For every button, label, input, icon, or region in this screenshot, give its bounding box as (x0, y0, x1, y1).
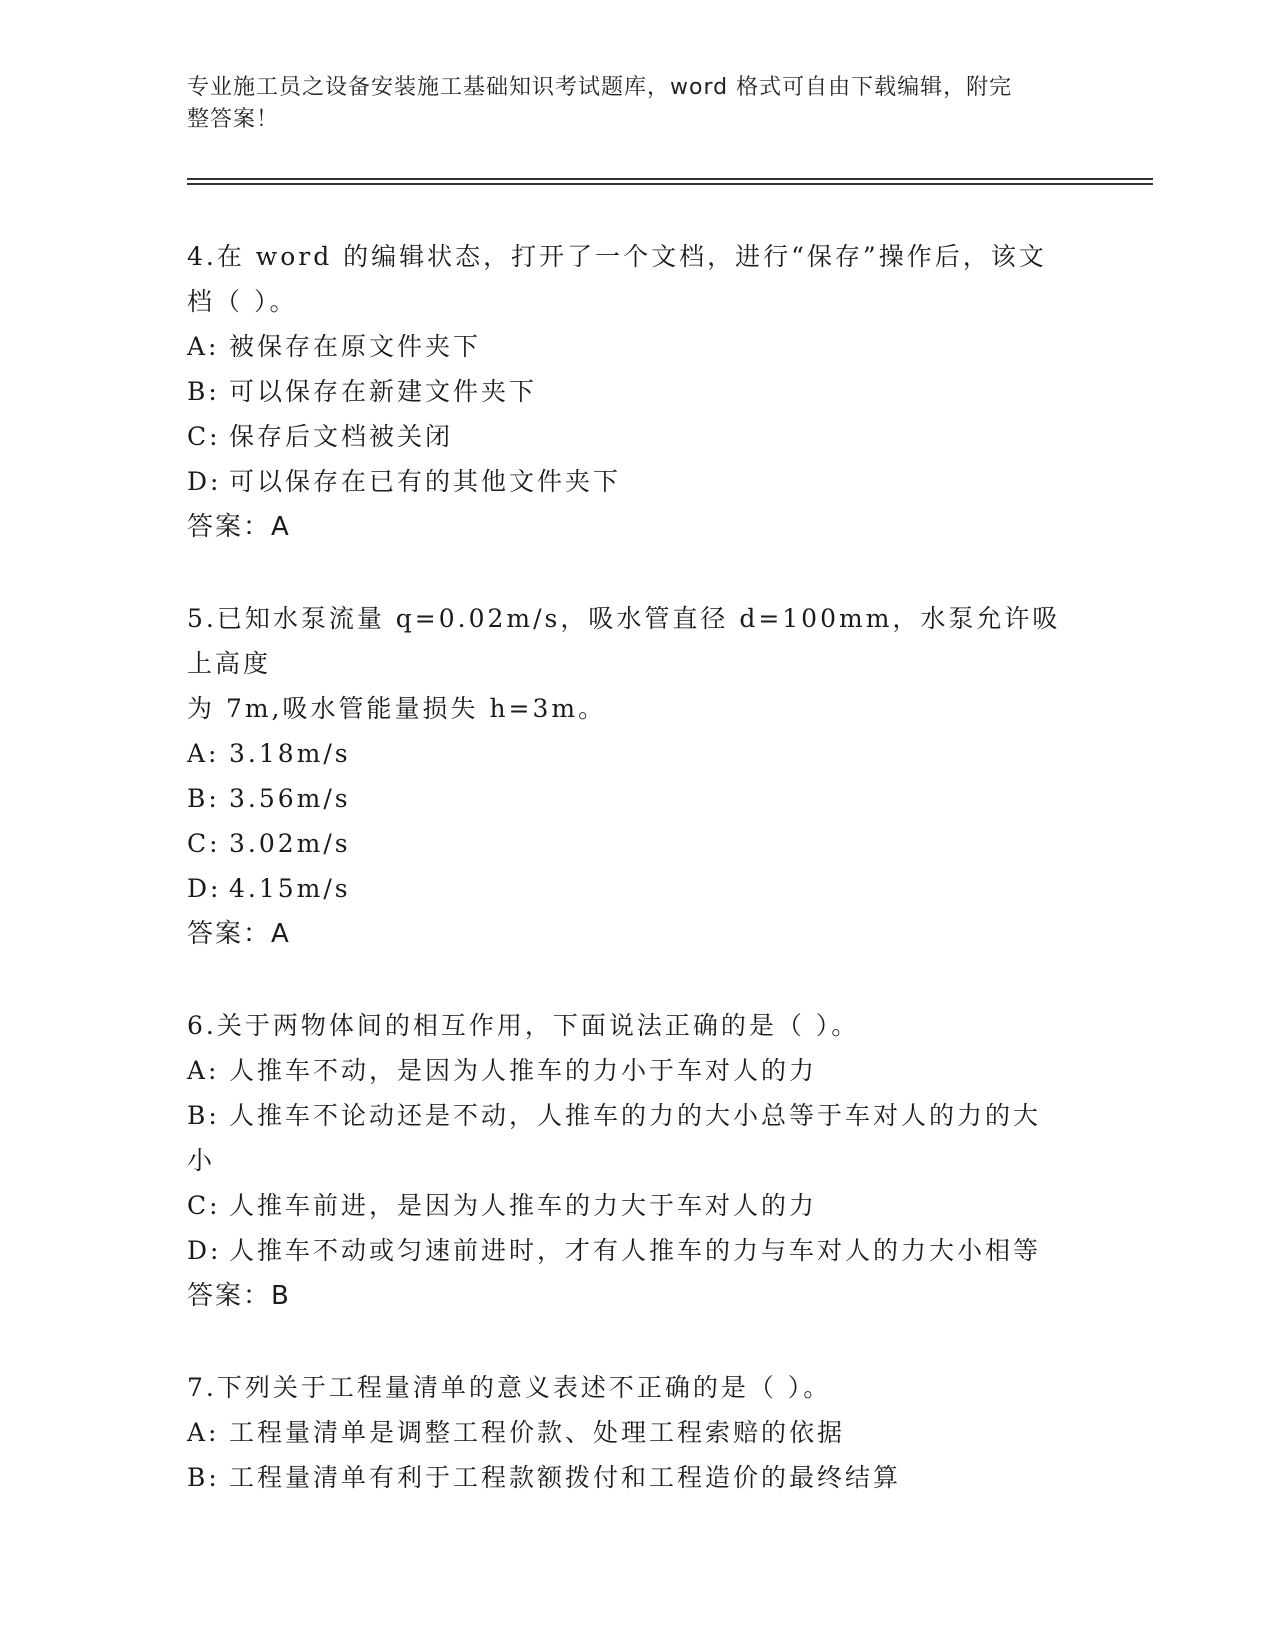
header-divider-top (187, 178, 1153, 180)
option-d (187, 866, 1087, 911)
option-b (187, 369, 1087, 414)
option-letter: A: (187, 332, 220, 361)
answer-line: 答案：B (187, 1281, 291, 1311)
question-5 (187, 596, 1087, 957)
option-text: 3.02m/s (229, 829, 351, 858)
option-text: 保存后文档被关闭 (229, 422, 454, 451)
option-letter: D: (187, 1236, 222, 1265)
option-text: 可以保存在已有的其他文件夹下 (229, 467, 622, 496)
question-spacer (187, 1319, 1087, 1365)
question-stem: 4.在 word 的编辑状态，打开了一个文档，进行“保存”操作后，该文 档（ ）。 (187, 242, 1047, 316)
question-stem: 6.关于两物体间的相互作用，下面说法正确的是（ ）。 (187, 1011, 860, 1040)
option-letter: B: (187, 1463, 220, 1492)
option-text: 3.18m/s (229, 739, 351, 768)
option-c (187, 821, 1087, 866)
option-a (187, 1410, 1087, 1455)
option-text: 3.56m/s (229, 784, 351, 813)
option-a (187, 1048, 1087, 1093)
option-letter: D: (187, 874, 222, 903)
option-letter: A: (187, 1056, 220, 1085)
answer-line: 答案：A (187, 919, 291, 949)
option-text: 人推车前进，是因为人推车的力大于车对人的力 (229, 1191, 818, 1220)
option-d (187, 459, 1087, 504)
option-a (187, 324, 1087, 369)
option-text: 被保存在原文件夹下 (229, 332, 482, 361)
option-a (187, 731, 1087, 776)
option-letter: B: (187, 784, 220, 813)
option-letter: A: (187, 739, 220, 768)
answer-line: 答案：A (187, 512, 291, 542)
option-text: 人推车不动或匀速前进时，才有人推车的力与车对人的力大小相等 (229, 1236, 1042, 1265)
question-6 (187, 1003, 1087, 1319)
option-b-continuation: 小 (187, 1146, 216, 1175)
question-list (187, 234, 1087, 1500)
option-c (187, 414, 1087, 459)
question-stem: 5.已知水泵流量 q=0.02m/s，吸水管直径 d=100mm，水泵允许吸上高度 为 7m,吸水管能量损失 h=3m。 (187, 604, 1061, 723)
header-line-2: 整答案！ (187, 107, 280, 132)
option-letter: C: (187, 1191, 221, 1220)
option-text: 工程量清单有利于工程款额拨付和工程造价的最终结算 (229, 1463, 902, 1492)
option-letter: B: (187, 377, 220, 406)
option-text: 4.15m/s (229, 874, 351, 903)
option-c (187, 1183, 1087, 1228)
question-7 (187, 1365, 1087, 1500)
question-4 (187, 234, 1087, 550)
option-letter: D: (187, 467, 222, 496)
option-letter: C: (187, 829, 221, 858)
option-text: 人推车不动，是因为人推车的力小于车对人的力 (229, 1056, 818, 1085)
option-letter: C: (187, 422, 221, 451)
option-b (187, 1093, 1087, 1138)
option-text: 工程量清单是调整工程价款、处理工程索赔的依据 (229, 1418, 846, 1447)
question-stem: 7.下列关于工程量清单的意义表述不正确的是（ ）。 (187, 1373, 832, 1402)
option-text: 人推车不论动还是不动，人推车的力的大小总等于车对人的力的大 (229, 1101, 1042, 1130)
option-letter: B: (187, 1101, 220, 1130)
option-d (187, 1228, 1087, 1273)
option-b (187, 1455, 1087, 1500)
option-text: 可以保存在新建文件夹下 (229, 377, 538, 406)
question-spacer (187, 550, 1087, 596)
option-b (187, 776, 1087, 821)
header-divider-bottom (187, 183, 1153, 185)
header-line-1: 专业施工员之设备安装施工基础知识考试题库，word 格式可自由下载编辑，附完 (187, 75, 1013, 100)
option-letter: A: (187, 1418, 220, 1447)
question-spacer (187, 957, 1087, 1003)
document-header (187, 72, 1067, 136)
